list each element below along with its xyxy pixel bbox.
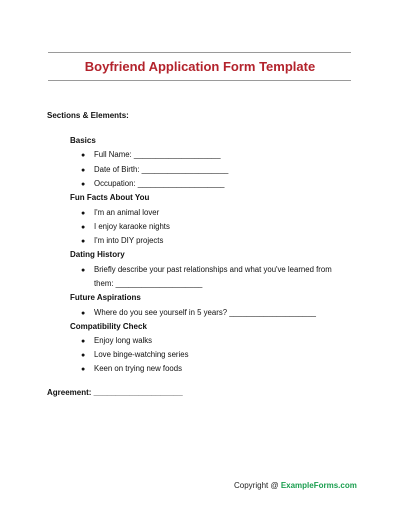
- sections-heading: Sections & Elements:: [47, 111, 129, 120]
- agreement-line: Agreement: ____________________: [47, 388, 183, 397]
- bullet-icon: ●: [81, 210, 86, 217]
- section-title-compatibility-check: Compatibility Check: [70, 322, 147, 331]
- list-item: [81, 236, 163, 247]
- bullet-icon: ●: [81, 167, 86, 174]
- brand-link[interactable]: ExampleForms.com: [280, 481, 357, 490]
- item-text: I'm into DIY projects: [94, 236, 164, 245]
- bullet-icon: ●: [81, 152, 86, 159]
- top-divider: [48, 52, 351, 53]
- section-title-future-aspirations: Future Aspirations: [70, 293, 141, 302]
- copyright-footer: [234, 481, 357, 491]
- item-text: Occupation: ____________________: [94, 179, 225, 188]
- section-title-basics: Basics: [70, 136, 96, 145]
- list-item: [81, 222, 170, 233]
- bullet-icon: ●: [81, 338, 86, 345]
- list-item-date-of-birth: [81, 165, 228, 176]
- item-text: I enjoy karaoke nights: [94, 222, 170, 231]
- list-item: [81, 336, 152, 347]
- copyright-prefix: Copyright @: [234, 481, 281, 490]
- section-title-dating-history: Dating History: [70, 250, 125, 259]
- list-item-past-relationships: [81, 265, 332, 276]
- list-item: [81, 364, 182, 375]
- list-item-five-years: [81, 308, 316, 319]
- bullet-icon: ●: [81, 352, 86, 359]
- item-text: Full Name: ____________________: [94, 150, 221, 159]
- item-text: Love binge-watching series: [94, 350, 189, 359]
- list-item: [81, 208, 159, 219]
- list-item-full-name: [81, 150, 221, 161]
- bullet-icon: ●: [81, 238, 86, 245]
- bullet-icon: ●: [81, 366, 86, 373]
- item-text: Date of Birth: ____________________: [94, 165, 229, 174]
- bullet-icon: ●: [81, 224, 86, 231]
- item-text: Enjoy long walks: [94, 336, 153, 345]
- item-text: I'm an animal lover: [94, 208, 160, 217]
- list-item-continuation: them: ____________________: [94, 279, 203, 288]
- bullet-icon: ●: [81, 267, 86, 274]
- bullet-icon: ●: [81, 310, 86, 317]
- item-text: Keen on trying new foods: [94, 364, 182, 373]
- bullet-icon: ●: [81, 181, 86, 188]
- document-title: Boyfriend Application Form Template: [84, 59, 316, 74]
- list-item-occupation: [81, 179, 225, 190]
- item-text: Briefly describe your past relationships and what you've learned from: [94, 265, 332, 274]
- item-text: Where do you see yourself in 5 years? ____________________: [94, 308, 316, 317]
- list-item: [81, 350, 188, 361]
- section-title-fun-facts: Fun Facts About You: [70, 193, 150, 202]
- title-divider: [48, 80, 351, 81]
